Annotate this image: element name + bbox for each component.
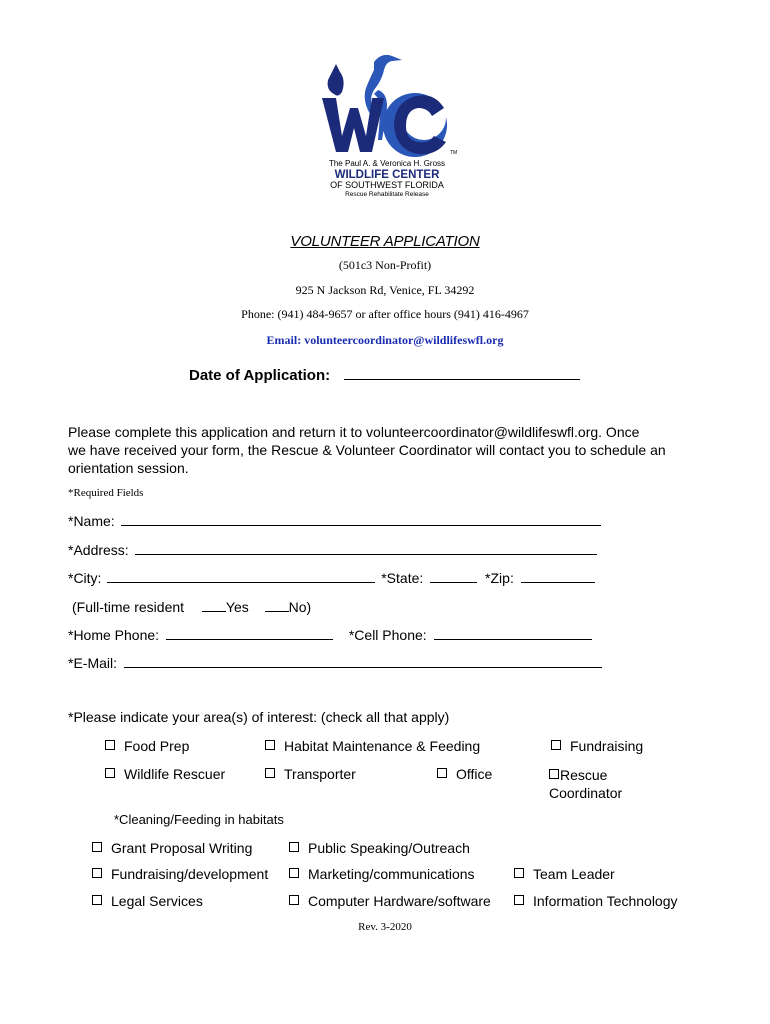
org-phone: Phone: (941) 484-9657 or after office hours (941) 416-4967 <box>241 307 529 321</box>
checkbox-icon[interactable] <box>92 895 102 905</box>
food-prep-label: Food Prep <box>124 738 190 754</box>
option-transporter[interactable] <box>265 766 356 782</box>
option-marketing[interactable] <box>289 866 475 882</box>
rescue-coordinator-label-2: Coordinator <box>549 785 623 801</box>
date-field[interactable] <box>344 365 580 380</box>
required-fields-note: *Required Fields <box>68 487 144 499</box>
fulltime-label: (Full-time resident <box>72 599 185 615</box>
org-address: 925 N Jackson Rd, Venice, FL 34292 <box>295 283 475 297</box>
option-fundraising[interactable] <box>551 738 643 754</box>
option-legal[interactable] <box>92 893 203 909</box>
option-team-leader[interactable] <box>514 866 615 882</box>
org-email[interactable]: Email: volunteercoordinator@wildlifeswfl.org <box>266 333 504 347</box>
name-row <box>68 511 601 529</box>
logo-line4: Rescue Rehabilitate Release <box>345 191 429 198</box>
state-field[interactable] <box>430 568 477 583</box>
home-phone-label: *Home Phone: <box>68 627 160 643</box>
city-state-zip-row <box>68 568 595 586</box>
email-row <box>68 653 602 671</box>
name-label: *Name: <box>68 513 115 529</box>
date-label: Date of Application: <box>189 367 331 384</box>
logo-line1: The Paul A. & Veronica H. Gross <box>328 159 446 168</box>
legal-label: Legal Services <box>111 893 203 909</box>
cell-phone-field[interactable] <box>434 625 592 640</box>
checkbox-icon[interactable] <box>105 768 115 778</box>
yes-field[interactable] <box>202 597 226 612</box>
option-office[interactable] <box>437 766 492 782</box>
address-row <box>68 540 597 558</box>
checkbox-icon[interactable] <box>289 895 299 905</box>
grant-label: Grant Proposal Writing <box>111 840 253 856</box>
logo-line3: OF SOUTHWEST FLORIDA <box>330 180 444 190</box>
option-computer[interactable] <box>289 893 491 909</box>
checkbox-icon[interactable] <box>514 868 524 878</box>
email-label: *E-Mail: <box>68 655 118 671</box>
option-grant-writing[interactable] <box>92 840 252 856</box>
habitat-label: Habitat Maintenance & Feeding <box>284 738 481 754</box>
phone-row <box>68 625 592 643</box>
checkbox-icon[interactable] <box>265 740 275 750</box>
city-field[interactable] <box>107 568 375 583</box>
fulltime-resident-row <box>72 597 311 615</box>
checkbox-icon[interactable] <box>514 895 524 905</box>
info-tech-label: Information Technology <box>533 893 678 909</box>
option-wildlife-rescuer[interactable] <box>105 766 225 782</box>
checkbox-icon[interactable] <box>437 768 447 778</box>
option-habitat[interactable] <box>265 738 480 754</box>
name-field[interactable] <box>121 511 601 526</box>
cleaning-note: *Cleaning/Feeding in habitats <box>114 812 284 827</box>
rescue-coordinator-label-1: Rescue <box>560 767 608 783</box>
intro-line2: we have received your form, the Rescue & Volunteer Coordinator will contact you to schedule an <box>68 442 666 458</box>
checkbox-icon[interactable] <box>551 740 561 750</box>
public-speaking-label: Public Speaking/Outreach <box>308 840 470 856</box>
marketing-label: Marketing/communications <box>308 866 475 882</box>
zip-label: *Zip: <box>485 570 514 586</box>
cell-phone-label: *Cell Phone: <box>348 627 427 643</box>
checkbox-icon[interactable] <box>289 868 299 878</box>
email-field[interactable] <box>124 653 602 668</box>
date-of-application <box>189 365 580 384</box>
address-label: *Address: <box>68 542 129 558</box>
option-fundraising-dev[interactable] <box>92 866 268 882</box>
interest-prompt: *Please indicate your area(s) of interest: (check all that apply) <box>68 709 450 725</box>
intro-paragraph <box>68 423 718 477</box>
checkbox-icon[interactable] <box>92 868 102 878</box>
checkbox-icon[interactable] <box>549 769 559 779</box>
office-label: Office <box>456 766 493 782</box>
no-label: No) <box>288 599 312 615</box>
state-label: *State: <box>381 570 424 586</box>
city-label: *City: <box>68 570 102 586</box>
yes-label: Yes <box>225 599 249 615</box>
intro-line3: orientation session. <box>68 460 189 476</box>
fundraising-label: Fundraising <box>570 738 644 754</box>
intro-line1: Please complete this application and return it to volunteercoordinator@wildlifeswfl.org. Once <box>68 424 640 440</box>
revision-note: Rev. 3-2020 <box>358 921 412 933</box>
transporter-label: Transporter <box>284 766 356 782</box>
wildlife-rescuer-label: Wildlife Rescuer <box>124 766 226 782</box>
trademark-symbol: TM <box>450 150 458 156</box>
nonprofit-status: (501c3 Non-Profit) <box>338 258 432 272</box>
option-info-tech[interactable] <box>514 893 678 909</box>
logo-line2: WILDLIFE CENTER <box>334 169 440 181</box>
option-food-prep[interactable] <box>105 738 189 754</box>
checkbox-icon[interactable] <box>265 768 275 778</box>
checkbox-icon[interactable] <box>92 842 102 852</box>
wildlife-center-logo <box>312 50 462 202</box>
address-field[interactable] <box>135 540 597 555</box>
checkbox-icon[interactable] <box>289 842 299 852</box>
page-title: VOLUNTEER APPLICATION <box>290 233 480 250</box>
home-phone-field[interactable] <box>166 625 333 640</box>
team-leader-label: Team Leader <box>533 866 615 882</box>
fundraising-dev-label: Fundraising/development <box>111 866 269 882</box>
no-field[interactable] <box>265 597 289 612</box>
computer-label: Computer Hardware/software <box>308 893 491 909</box>
checkbox-icon[interactable] <box>105 740 115 750</box>
zip-field[interactable] <box>521 568 595 583</box>
option-public-speaking[interactable] <box>289 840 470 856</box>
option-rescue-coordinator[interactable] <box>549 766 622 802</box>
